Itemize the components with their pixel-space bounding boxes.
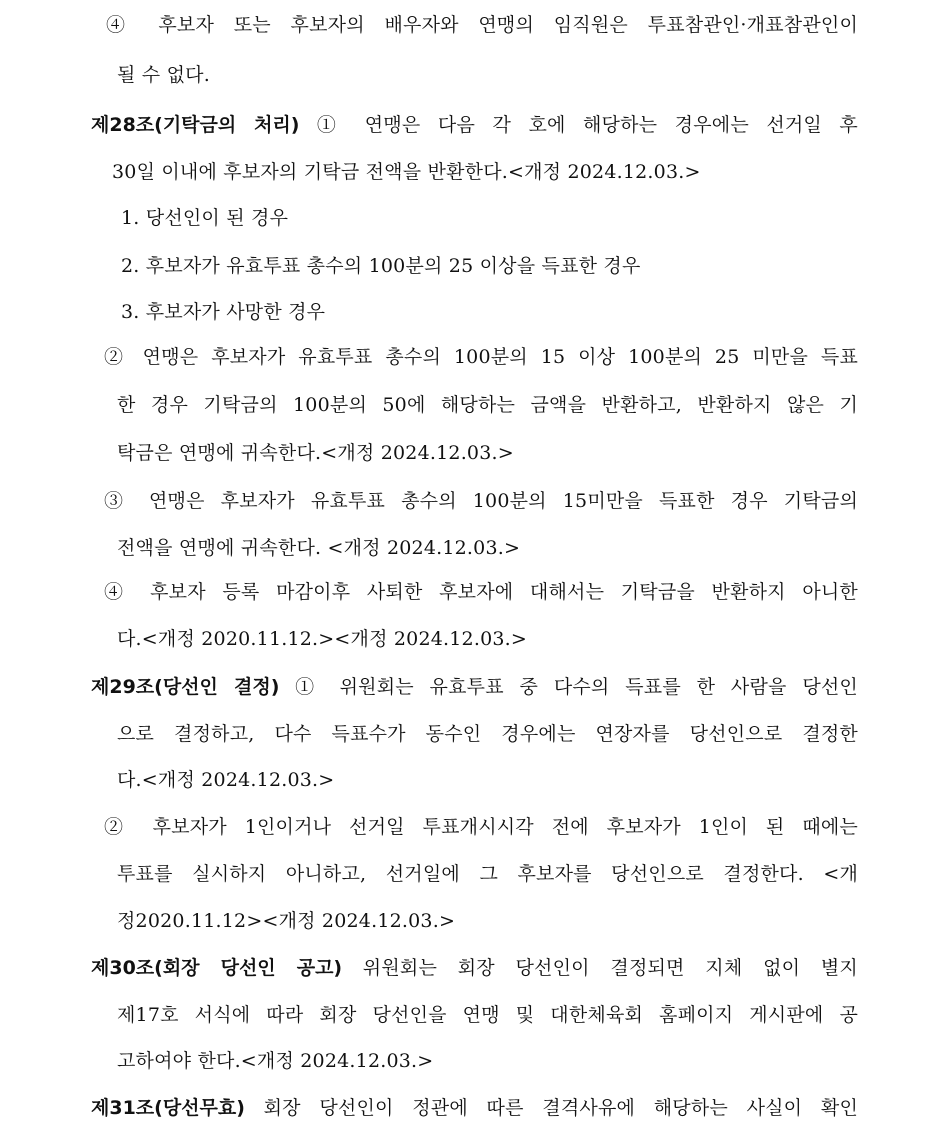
paragraph-line: 정2020.11.12><개정 2024.12.03.> bbox=[117, 910, 456, 932]
paragraph-line: 으로 결정하고, 다수 득표수가 동수인 경우에는 연장자를 당선인으로 결정한 bbox=[117, 723, 858, 745]
article-28-line bbox=[91, 113, 858, 139]
article-30-line bbox=[91, 956, 858, 982]
paragraph-line: ② 후보자가 1인이거나 선거일 투표개시시각 전에 후보자가 1인이 된 때에는 bbox=[104, 816, 858, 838]
article-28-text: ① 연맹은 다음 각 호에 해당하는 경우에는 선거일 후 bbox=[316, 114, 858, 136]
paragraph-line: 한 경우 기탁금의 100분의 50에 해당하는 금액을 반환하고, 반환하지 않은 기 bbox=[117, 394, 858, 416]
paragraph-line: 제17호 서식에 따라 회장 당선인을 연맹 및 대한체육회 홈페이지 게시판에 공 bbox=[117, 1004, 858, 1026]
paragraph-line: 고하여야 한다.<개정 2024.12.03.> bbox=[117, 1050, 434, 1072]
article-31-text: 회장 당선인이 정관에 따른 결격사유에 해당하는 사실이 확인 bbox=[263, 1097, 858, 1119]
paragraph-line: 투표를 실시하지 아니하고, 선거일에 그 후보자를 당선인으로 결정한다. <개 bbox=[117, 863, 858, 885]
article-29-heading: 제29조(당선인 결정) bbox=[91, 676, 280, 698]
paragraph-line: 30일 이내에 후보자의 기탁금 전액을 반환한다.<개정 2024.12.03.> bbox=[112, 161, 701, 183]
paragraph-line: ④ 후보자 등록 마감이후 사퇴한 후보자에 대해서는 기탁금을 반환하지 아니한 bbox=[104, 581, 858, 603]
article-30-text: 위원회는 회장 당선인이 결정되면 지체 없이 별지 bbox=[362, 957, 858, 979]
paragraph-line: 전액을 연맹에 귀속한다. <개정 2024.12.03.> bbox=[117, 537, 521, 559]
paragraph-line: 다.<개정 2024.12.03.> bbox=[117, 769, 335, 791]
paragraph-line: ③ 연맹은 후보자가 유효투표 총수의 100분의 15미만을 득표한 경우 기탁금의 bbox=[104, 490, 858, 512]
paragraph-line: ④ 후보자 또는 후보자의 배우자와 연맹의 임직원은 투표참관인·개표참관인이 bbox=[106, 14, 858, 36]
list-item: 3. 후보자가 사망한 경우 bbox=[121, 301, 326, 323]
article-29-text: ① 위원회는 유효투표 중 다수의 득표를 한 사람을 당선인 bbox=[295, 676, 858, 698]
article-31-line bbox=[91, 1096, 858, 1122]
article-31-heading: 제31조(당선무효) bbox=[91, 1097, 245, 1119]
list-item: 2. 후보자가 유효투표 총수의 100분의 25 이상을 득표한 경우 bbox=[121, 255, 641, 277]
article-30-heading: 제30조(회장 당선인 공고) bbox=[91, 957, 343, 979]
list-item: 1. 당선인이 된 경우 bbox=[121, 207, 289, 229]
paragraph-line: 탁금은 연맹에 귀속한다.<개정 2024.12.03.> bbox=[117, 442, 514, 464]
paragraph-line: 다.<개정 2020.11.12.><개정 2024.12.03.> bbox=[117, 628, 528, 650]
paragraph-line: 될 수 없다. bbox=[117, 64, 210, 86]
paragraph-line: ② 연맹은 후보자가 유효투표 총수의 100분의 15 이상 100분의 25 미만을 득표 bbox=[104, 346, 858, 368]
article-29-line bbox=[91, 675, 858, 701]
article-28-heading: 제28조(기탁금의 처리) bbox=[91, 114, 300, 136]
